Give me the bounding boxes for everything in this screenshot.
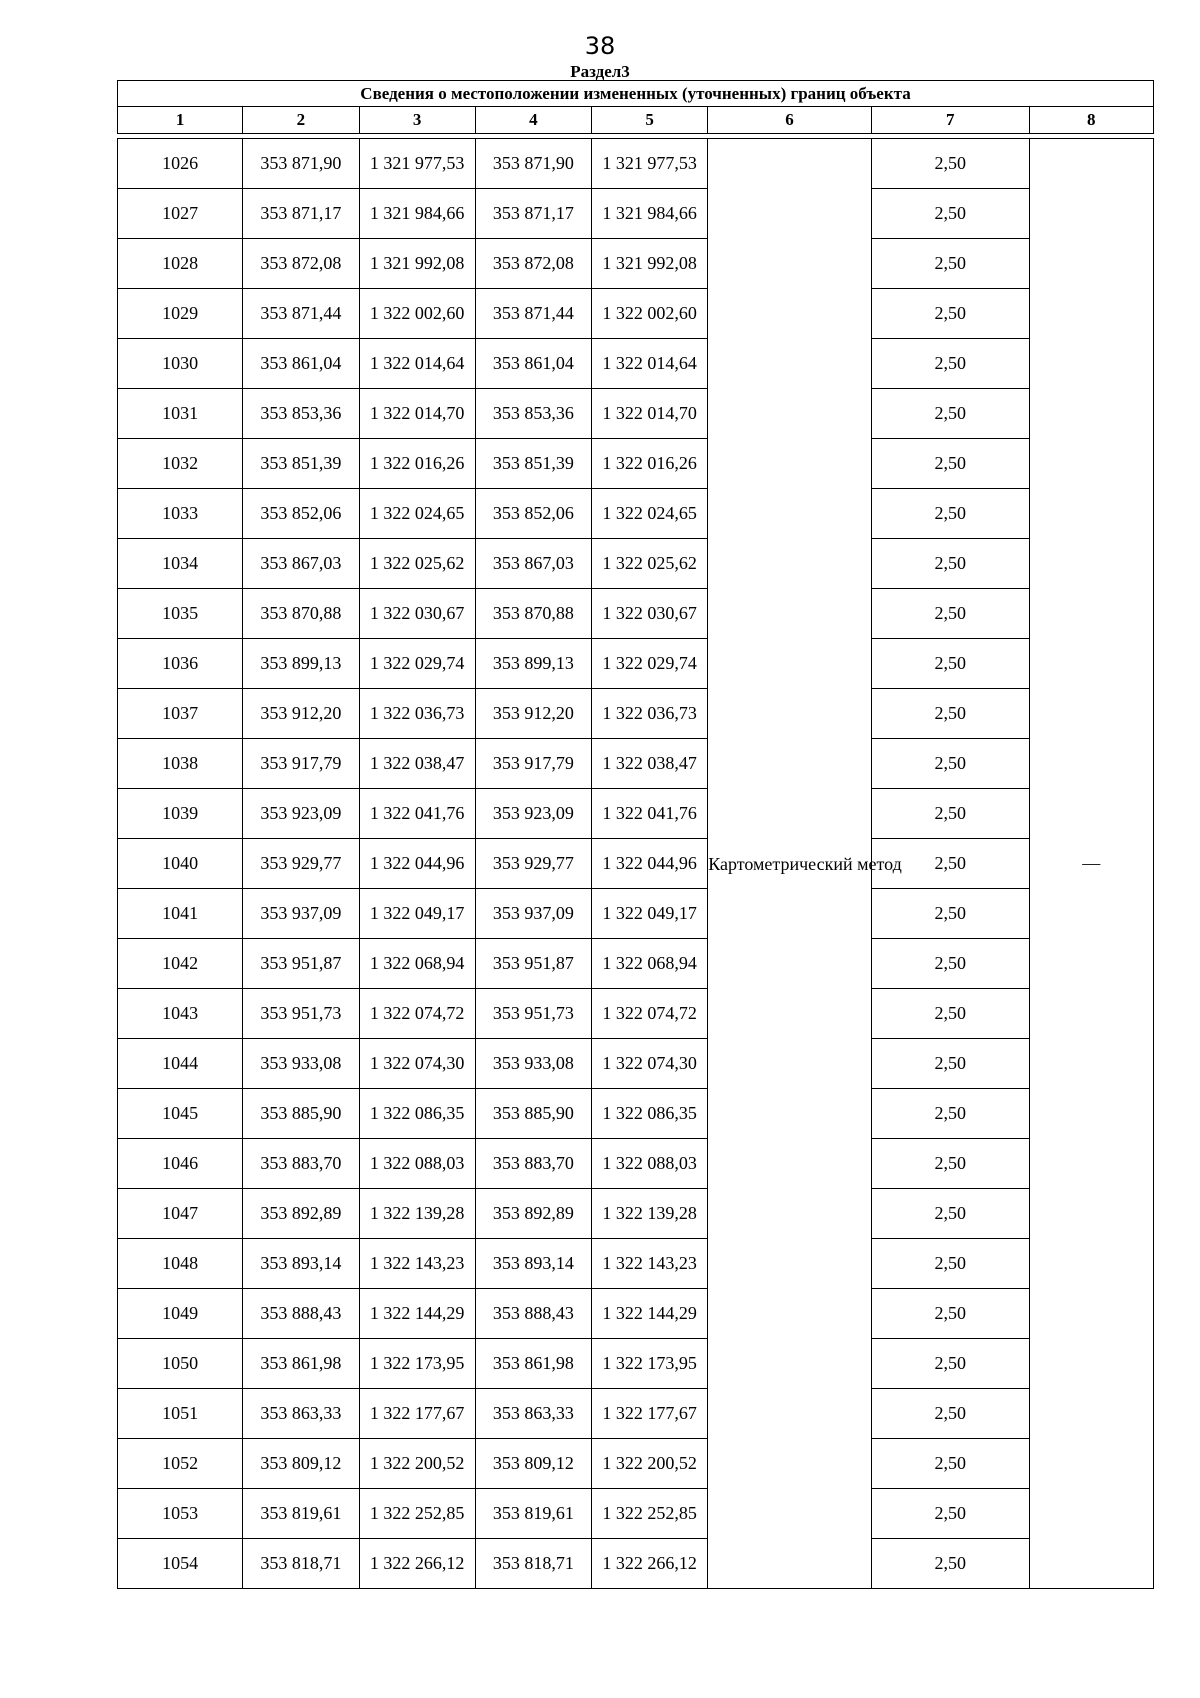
x-new-cell: 353 912,20 — [475, 689, 591, 739]
point-number-cell: 1050 — [118, 1339, 243, 1389]
accuracy-cell: 2,50 — [871, 939, 1029, 989]
column-number-5: 5 — [591, 107, 707, 134]
x-new-cell: 353 871,17 — [475, 189, 591, 239]
accuracy-cell: 2,50 — [871, 239, 1029, 289]
y-new-cell: 1 322 074,72 — [591, 989, 707, 1039]
x-existing-cell: 353 867,03 — [243, 539, 359, 589]
y-new-cell: 1 322 144,29 — [591, 1289, 707, 1339]
y-existing-cell: 1 322 252,85 — [359, 1489, 475, 1539]
accuracy-cell: 2,50 — [871, 389, 1029, 439]
y-existing-cell: 1 322 044,96 — [359, 839, 475, 889]
table-row — [118, 439, 1154, 489]
y-existing-cell: 1 322 014,70 — [359, 389, 475, 439]
y-new-cell: 1 322 200,52 — [591, 1439, 707, 1489]
x-new-cell: 353 870,88 — [475, 589, 591, 639]
x-existing-cell: 353 923,09 — [243, 789, 359, 839]
y-new-cell: 1 322 086,35 — [591, 1089, 707, 1139]
y-existing-cell: 1 322 029,74 — [359, 639, 475, 689]
y-existing-cell: 1 322 036,73 — [359, 689, 475, 739]
x-new-cell: 353 917,79 — [475, 739, 591, 789]
accuracy-cell: 2,50 — [871, 739, 1029, 789]
y-new-cell: 1 322 029,74 — [591, 639, 707, 689]
x-new-cell: 353 883,70 — [475, 1139, 591, 1189]
accuracy-cell: 2,50 — [871, 1339, 1029, 1389]
x-new-cell: 353 853,36 — [475, 389, 591, 439]
point-number-cell: 1054 — [118, 1539, 243, 1589]
x-new-cell: 353 871,44 — [475, 289, 591, 339]
point-number-cell: 1028 — [118, 239, 243, 289]
x-new-cell: 353 899,13 — [475, 639, 591, 689]
table-row — [118, 1089, 1154, 1139]
point-number-cell: 1034 — [118, 539, 243, 589]
accuracy-cell: 2,50 — [871, 889, 1029, 939]
x-existing-cell: 353 933,08 — [243, 1039, 359, 1089]
x-new-cell: 353 809,12 — [475, 1439, 591, 1489]
accuracy-cell: 2,50 — [871, 1139, 1029, 1189]
point-number-cell: 1036 — [118, 639, 243, 689]
table-row — [118, 339, 1154, 389]
accuracy-cell: 2,50 — [871, 289, 1029, 339]
x-existing-cell: 353 871,17 — [243, 189, 359, 239]
table-row — [118, 1539, 1154, 1589]
y-existing-cell: 1 322 143,23 — [359, 1239, 475, 1289]
y-existing-cell: 1 322 024,65 — [359, 489, 475, 539]
accuracy-cell: 2,50 — [871, 1289, 1029, 1339]
x-new-cell: 353 872,08 — [475, 239, 591, 289]
y-existing-cell: 1 321 984,66 — [359, 189, 475, 239]
x-existing-cell: 353 818,71 — [243, 1539, 359, 1589]
table-row — [118, 1339, 1154, 1389]
x-existing-cell: 353 892,89 — [243, 1189, 359, 1239]
section-title: Раздел3 — [570, 62, 630, 81]
x-existing-cell: 353 929,77 — [243, 839, 359, 889]
x-existing-cell: 353 893,14 — [243, 1239, 359, 1289]
y-new-cell: 1 322 036,73 — [591, 689, 707, 739]
table-row — [118, 1039, 1154, 1089]
accuracy-cell: 2,50 — [871, 989, 1029, 1039]
point-number-cell: 1047 — [118, 1189, 243, 1239]
x-existing-cell: 353 912,20 — [243, 689, 359, 739]
y-new-cell: 1 322 016,26 — [591, 439, 707, 489]
y-new-cell: 1 322 266,12 — [591, 1539, 707, 1589]
x-existing-cell: 353 951,87 — [243, 939, 359, 989]
table-row — [118, 389, 1154, 439]
y-existing-cell: 1 322 173,95 — [359, 1339, 475, 1389]
table-row — [118, 539, 1154, 589]
x-new-cell: 353 818,71 — [475, 1539, 591, 1589]
x-existing-cell: 353 951,73 — [243, 989, 359, 1039]
accuracy-cell: 2,50 — [871, 689, 1029, 739]
y-new-cell: 1 322 143,23 — [591, 1239, 707, 1289]
accuracy-cell: 2,50 — [871, 439, 1029, 489]
x-new-cell: 353 871,90 — [475, 139, 591, 189]
x-new-cell: 353 888,43 — [475, 1289, 591, 1339]
point-number-cell: 1051 — [118, 1389, 243, 1439]
x-new-cell: 353 885,90 — [475, 1089, 591, 1139]
x-existing-cell: 353 888,43 — [243, 1289, 359, 1339]
y-existing-cell: 1 322 200,52 — [359, 1439, 475, 1489]
column-number-2: 2 — [243, 107, 359, 134]
point-number-cell: 1039 — [118, 789, 243, 839]
method-cell: Картометрический метод — [708, 139, 872, 1589]
table-row — [118, 1389, 1154, 1439]
accuracy-cell: 2,50 — [871, 1389, 1029, 1439]
x-existing-cell: 353 861,04 — [243, 339, 359, 389]
column-number-8: 8 — [1029, 107, 1153, 134]
y-existing-cell: 1 322 074,30 — [359, 1039, 475, 1089]
y-new-cell: 1 322 014,64 — [591, 339, 707, 389]
table-row — [118, 1139, 1154, 1189]
column-number-7: 7 — [871, 107, 1029, 134]
point-number-cell: 1035 — [118, 589, 243, 639]
x-existing-cell: 353 899,13 — [243, 639, 359, 689]
x-existing-cell: 353 819,61 — [243, 1489, 359, 1539]
table-row — [118, 789, 1154, 839]
point-number-cell: 1048 — [118, 1239, 243, 1289]
y-existing-cell: 1 322 025,62 — [359, 539, 475, 589]
y-new-cell: 1 321 977,53 — [591, 139, 707, 189]
y-new-cell: 1 322 030,67 — [591, 589, 707, 639]
x-existing-cell: 353 809,12 — [243, 1439, 359, 1489]
table-row — [118, 589, 1154, 639]
y-new-cell: 1 322 074,30 — [591, 1039, 707, 1089]
table-row — [118, 189, 1154, 239]
table-row — [118, 1239, 1154, 1289]
column-number-6: 6 — [708, 107, 872, 134]
accuracy-cell: 2,50 — [871, 189, 1029, 239]
y-existing-cell: 1 322 049,17 — [359, 889, 475, 939]
y-new-cell: 1 322 044,96 — [591, 839, 707, 889]
y-new-cell: 1 322 038,47 — [591, 739, 707, 789]
point-number-cell: 1038 — [118, 739, 243, 789]
y-existing-cell: 1 322 139,28 — [359, 1189, 475, 1239]
table-row — [118, 689, 1154, 739]
y-existing-cell: 1 321 977,53 — [359, 139, 475, 189]
point-number-cell: 1045 — [118, 1089, 243, 1139]
point-number-cell: 1040 — [118, 839, 243, 889]
y-new-cell: 1 322 002,60 — [591, 289, 707, 339]
table-body — [118, 139, 1154, 1589]
x-existing-cell: 353 853,36 — [243, 389, 359, 439]
y-new-cell: 1 322 068,94 — [591, 939, 707, 989]
point-number-cell: 1043 — [118, 989, 243, 1039]
x-existing-cell: 353 851,39 — [243, 439, 359, 489]
y-new-cell: 1 322 088,03 — [591, 1139, 707, 1189]
table-row — [118, 839, 1154, 889]
table-row — [118, 289, 1154, 339]
point-number-cell: 1033 — [118, 489, 243, 539]
point-number-cell: 1046 — [118, 1139, 243, 1189]
y-existing-cell: 1 322 041,76 — [359, 789, 475, 839]
column-number-3: 3 — [359, 107, 475, 134]
table-row — [118, 1189, 1154, 1239]
point-number-cell: 1053 — [118, 1489, 243, 1539]
table-row — [118, 1489, 1154, 1539]
point-number-cell: 1037 — [118, 689, 243, 739]
x-existing-cell: 353 852,06 — [243, 489, 359, 539]
point-number-cell: 1029 — [118, 289, 243, 339]
y-new-cell: 1 322 049,17 — [591, 889, 707, 939]
point-number-cell: 1031 — [118, 389, 243, 439]
y-existing-cell: 1 321 992,08 — [359, 239, 475, 289]
table-row — [118, 989, 1154, 1039]
column-number-4: 4 — [475, 107, 591, 134]
point-number-cell: 1041 — [118, 889, 243, 939]
point-number-cell: 1049 — [118, 1289, 243, 1339]
x-new-cell: 353 923,09 — [475, 789, 591, 839]
accuracy-cell: 2,50 — [871, 339, 1029, 389]
y-existing-cell: 1 322 030,67 — [359, 589, 475, 639]
table-row — [118, 1289, 1154, 1339]
table-caption: Сведения о местоположении измененных (уточненных) границ объекта — [118, 81, 1154, 107]
accuracy-cell: 2,50 — [871, 1089, 1029, 1139]
point-number-cell: 1026 — [118, 139, 243, 189]
y-existing-cell: 1 322 068,94 — [359, 939, 475, 989]
point-number-cell: 1052 — [118, 1439, 243, 1489]
note-cell: — — [1029, 139, 1153, 1589]
point-number-cell: 1044 — [118, 1039, 243, 1089]
table-row — [118, 139, 1154, 189]
y-existing-cell: 1 322 088,03 — [359, 1139, 475, 1189]
accuracy-cell: 2,50 — [871, 1189, 1029, 1239]
table-row — [118, 939, 1154, 989]
y-existing-cell: 1 322 074,72 — [359, 989, 475, 1039]
accuracy-cell: 2,50 — [871, 1039, 1029, 1089]
coordinates-table — [117, 80, 1154, 1589]
point-number-cell: 1030 — [118, 339, 243, 389]
x-new-cell: 353 863,33 — [475, 1389, 591, 1439]
accuracy-cell: 2,50 — [871, 489, 1029, 539]
x-existing-cell: 353 870,88 — [243, 589, 359, 639]
x-existing-cell: 353 917,79 — [243, 739, 359, 789]
accuracy-cell: 2,50 — [871, 1489, 1029, 1539]
x-existing-cell: 353 871,44 — [243, 289, 359, 339]
table-row — [118, 889, 1154, 939]
accuracy-cell: 2,50 — [871, 789, 1029, 839]
table-row — [118, 639, 1154, 689]
point-number-cell: 1027 — [118, 189, 243, 239]
x-existing-cell: 353 861,98 — [243, 1339, 359, 1389]
y-existing-cell: 1 322 086,35 — [359, 1089, 475, 1139]
table-row — [118, 1439, 1154, 1489]
x-new-cell: 353 819,61 — [475, 1489, 591, 1539]
page-number: 38 — [584, 32, 616, 60]
x-new-cell: 353 893,14 — [475, 1239, 591, 1289]
y-new-cell: 1 322 025,62 — [591, 539, 707, 589]
y-existing-cell: 1 322 177,67 — [359, 1389, 475, 1439]
y-new-cell: 1 322 173,95 — [591, 1339, 707, 1389]
y-existing-cell: 1 322 016,26 — [359, 439, 475, 489]
x-new-cell: 353 933,08 — [475, 1039, 591, 1089]
x-new-cell: 353 937,09 — [475, 889, 591, 939]
y-existing-cell: 1 322 014,64 — [359, 339, 475, 389]
x-existing-cell: 353 937,09 — [243, 889, 359, 939]
y-new-cell: 1 322 252,85 — [591, 1489, 707, 1539]
table-row — [118, 489, 1154, 539]
y-new-cell: 1 322 041,76 — [591, 789, 707, 839]
y-existing-cell: 1 322 266,12 — [359, 1539, 475, 1589]
accuracy-cell: 2,50 — [871, 839, 1029, 889]
accuracy-cell: 2,50 — [871, 139, 1029, 189]
point-number-cell: 1032 — [118, 439, 243, 489]
x-new-cell: 353 851,39 — [475, 439, 591, 489]
y-existing-cell: 1 322 002,60 — [359, 289, 475, 339]
x-new-cell: 353 867,03 — [475, 539, 591, 589]
y-new-cell: 1 322 177,67 — [591, 1389, 707, 1439]
table-row — [118, 239, 1154, 289]
accuracy-cell: 2,50 — [871, 539, 1029, 589]
x-existing-cell: 353 871,90 — [243, 139, 359, 189]
x-new-cell: 353 951,87 — [475, 939, 591, 989]
accuracy-cell: 2,50 — [871, 589, 1029, 639]
x-new-cell: 353 861,98 — [475, 1339, 591, 1389]
accuracy-cell: 2,50 — [871, 1439, 1029, 1489]
x-existing-cell: 353 863,33 — [243, 1389, 359, 1439]
x-new-cell: 353 951,73 — [475, 989, 591, 1039]
point-number-cell: 1042 — [118, 939, 243, 989]
y-new-cell: 1 322 014,70 — [591, 389, 707, 439]
accuracy-cell: 2,50 — [871, 1539, 1029, 1589]
x-new-cell: 353 861,04 — [475, 339, 591, 389]
y-new-cell: 1 322 139,28 — [591, 1189, 707, 1239]
x-new-cell: 353 892,89 — [475, 1189, 591, 1239]
x-new-cell: 353 929,77 — [475, 839, 591, 889]
y-new-cell: 1 322 024,65 — [591, 489, 707, 539]
y-existing-cell: 1 322 144,29 — [359, 1289, 475, 1339]
table-row — [118, 739, 1154, 789]
accuracy-cell: 2,50 — [871, 1239, 1029, 1289]
x-new-cell: 353 852,06 — [475, 489, 591, 539]
y-new-cell: 1 321 984,66 — [591, 189, 707, 239]
y-new-cell: 1 321 992,08 — [591, 239, 707, 289]
accuracy-cell: 2,50 — [871, 639, 1029, 689]
y-existing-cell: 1 322 038,47 — [359, 739, 475, 789]
column-number-1: 1 — [118, 107, 243, 134]
x-existing-cell: 353 872,08 — [243, 239, 359, 289]
x-existing-cell: 353 885,90 — [243, 1089, 359, 1139]
x-existing-cell: 353 883,70 — [243, 1139, 359, 1189]
